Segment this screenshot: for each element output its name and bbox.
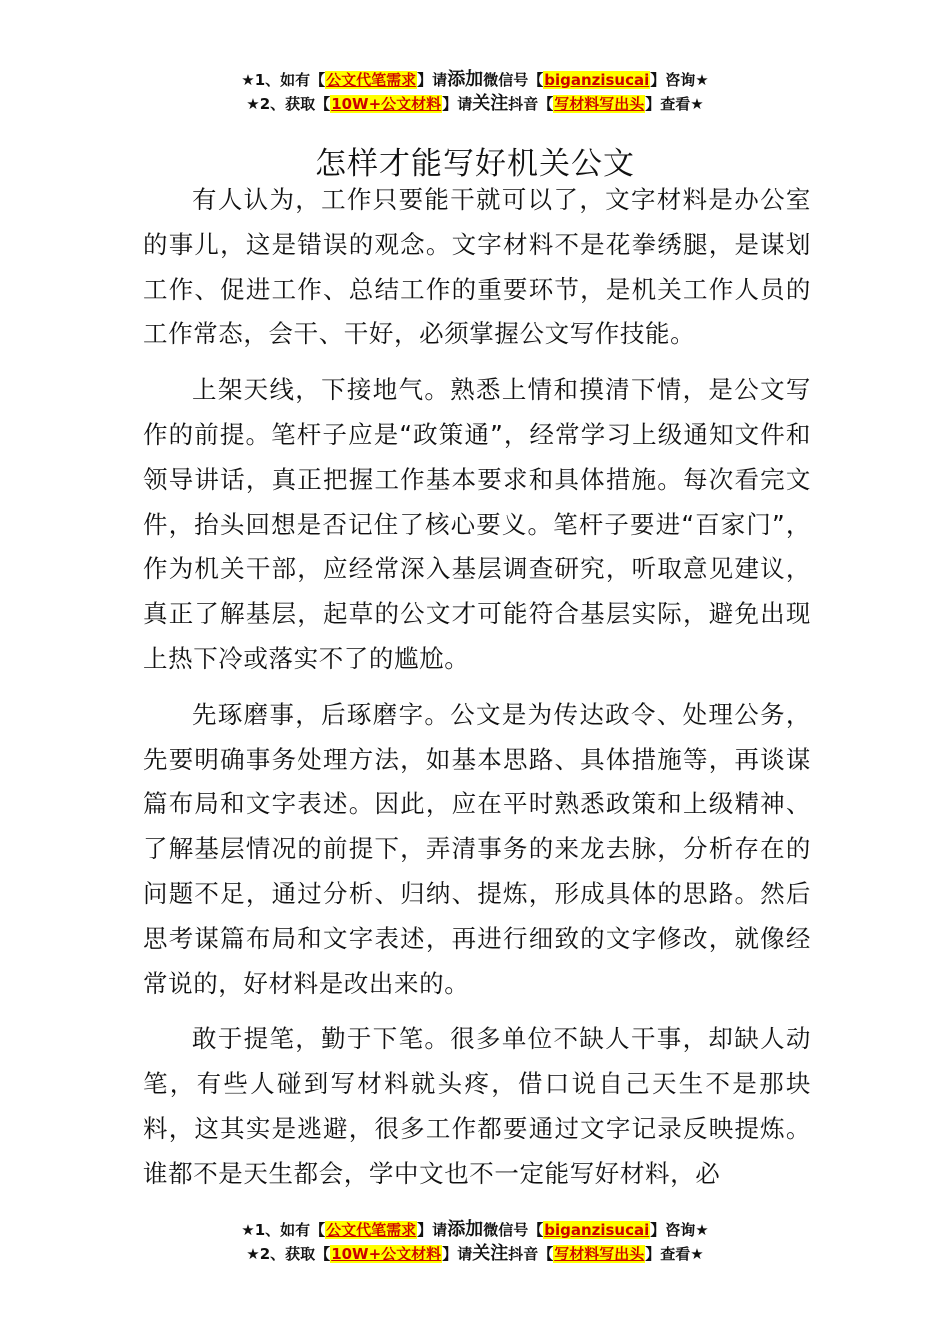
- banner-text: 】咨询★: [650, 1221, 709, 1239]
- banner-text: 抖音【: [508, 95, 554, 113]
- banner-text: 微信号【: [483, 71, 544, 89]
- banner-text: 】查看★: [645, 1245, 704, 1263]
- banner-text: 抖音【: [508, 1245, 554, 1263]
- banner-emphasis: 关注: [472, 1243, 509, 1264]
- banner-text: ★1、如有【: [241, 1221, 326, 1239]
- banner-highlight-douyin-account[interactable]: 写材料写出头: [554, 1245, 645, 1263]
- banner-text: ★2、获取【: [246, 1245, 331, 1263]
- banner-text: 】咨询★: [650, 71, 709, 89]
- header-banner-line-2: [0, 92, 950, 116]
- document-title: 怎样才能写好机关公文: [315, 145, 635, 182]
- banner-highlight-wechat-id[interactable]: biganzisucai: [544, 1221, 650, 1239]
- body-paragraph-1: 有人认为，工作只要能干就可以了，文字材料是办公室的事儿，这是错误的观念。文字材料不是花拳绣腿，是谋划工作、促进工作、总结工作的重要环节，是机关工作人员的工作常态，会干、干好，必须掌握公文写作技能。: [143, 185, 811, 349]
- banner-highlight-materials[interactable]: 10W+公文材料: [331, 1245, 442, 1263]
- body-paragraph-3: 先琢磨事，后琢磨字。公文是为传达政令、处理公务，先要明确事务处理方法，如基本思路、具体措施等，再谈谋篇布局和文字表述。因此，应在平时熟悉政策和上级精神、了解基层情况的前提下，弄清事务的来龙去脉，分析存在的问题不足，通过分析、归纳、提炼，形成具体的思路。然后思考谋篇布局和文字表述，再进行细致的文字修改，就像经常说的，好材料是改出来的。: [143, 699, 811, 998]
- banner-text: 】请: [417, 71, 448, 89]
- banner-emphasis: 添加: [447, 69, 484, 90]
- banner-emphasis: 添加: [447, 1219, 484, 1240]
- document-body: [143, 178, 811, 1208]
- header-banner: [0, 68, 950, 116]
- body-paragraph-2: 上架天线，下接地气。熟悉上情和摸清下情，是公文写作的前提。笔杆子应是“政策通”，经常学习上级通知文件和领导讲话，真正把握工作基本要求和具体措施。每次看完文件，抬头回想是否记住了核心要义。笔杆子要进“百家门”，作为机关干部，应经常深入基层调查研究，听取意见建议，真正了解基层，起草的公文才可能符合基层实际，避免出现上热下冷或落实不了的尴尬。: [143, 375, 811, 673]
- banner-highlight-douyin-account[interactable]: 写材料写出头: [554, 95, 645, 113]
- banner-highlight-wechat-id[interactable]: biganzisucai: [544, 71, 650, 89]
- header-banner-line-1: [0, 68, 950, 92]
- banner-highlight-service[interactable]: 公文代笔需求: [326, 1221, 417, 1239]
- banner-highlight-service[interactable]: 公文代笔需求: [326, 71, 417, 89]
- banner-text: 微信号【: [483, 1221, 544, 1239]
- banner-highlight-materials[interactable]: 10W+公文材料: [331, 95, 442, 113]
- body-paragraph-4: 敢于提笔，勤于下笔。很多单位不缺人干事，却缺人动笔，有些人碰到写材料就头疼，借口说自己天生不是那块料，这其实是逃避，很多工作都要通过文字记录反映提炼。谁都不是天生都会，学中文也不一定能写好材料，必: [143, 1024, 811, 1188]
- banner-emphasis: 关注: [472, 93, 509, 114]
- banner-text: ★1、如有【: [241, 71, 326, 89]
- footer-banner-line-2: [0, 1242, 950, 1266]
- banner-text: 】请: [417, 1221, 448, 1239]
- banner-text: 】请: [442, 1245, 473, 1263]
- footer-banner-line-1: [0, 1218, 950, 1242]
- banner-text: 】查看★: [645, 95, 704, 113]
- banner-text: ★2、获取【: [246, 95, 331, 113]
- footer-banner: [0, 1218, 950, 1266]
- banner-text: 】请: [442, 95, 473, 113]
